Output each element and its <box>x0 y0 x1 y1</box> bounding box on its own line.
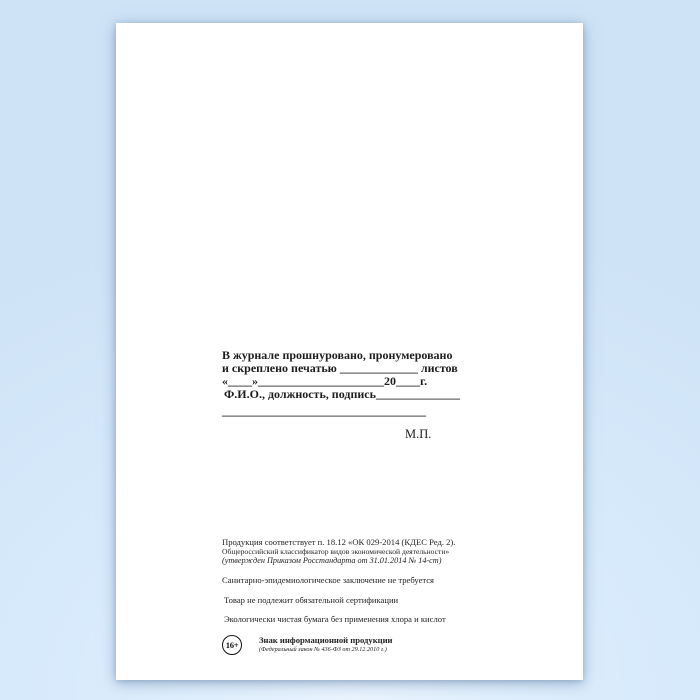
seal-placeholder: М.П. <box>405 427 432 441</box>
publishing-info-block <box>222 537 472 655</box>
note-certification: Товар не подлежит обязательной сертификации <box>224 594 399 605</box>
note-eco-paper: Экологически чистая бумага без применения хлора и кислот <box>224 614 446 624</box>
journal-back-page <box>116 23 583 680</box>
age-mark-label: Знак информационной продукции <box>259 635 393 645</box>
stitch-line-date: «____»_____________________20____г. <box>222 374 428 388</box>
stitch-certification-block <box>222 348 460 418</box>
age-mark-row <box>222 635 472 655</box>
compliance-line-classifier: Общероссийский классификатор видов экономической деятельности» <box>222 547 450 556</box>
note-sanitary: Санитарно-эпидемиологическое заключение не требуется <box>222 575 435 585</box>
age-mark-law: (Федеральный закон № 436-ФЗ от 29.12.2010 г.) <box>259 645 387 653</box>
stitch-line-sheets: и скреплено печатью _____________ листов <box>222 361 458 375</box>
stitch-line-laced: В журнале прошнуровано, пронумеровано <box>222 348 453 362</box>
age-badge-16plus-icon: 16+ <box>222 635 242 655</box>
stitch-line-name-position: Ф.И.О., должность, подпись______________ <box>224 387 460 401</box>
compliance-line-okved: Продукция соответствует п. 18.12 «ОК 029-2014 (КДЕС Ред. 2). <box>222 537 456 547</box>
compliance-line-order: (утвержден Приказом Росстандарта от 31.01.2014 № 14-ст) <box>222 556 442 565</box>
stitch-line-signature-rule: __________________________________ <box>222 404 426 418</box>
age-mark-text <box>259 635 393 653</box>
